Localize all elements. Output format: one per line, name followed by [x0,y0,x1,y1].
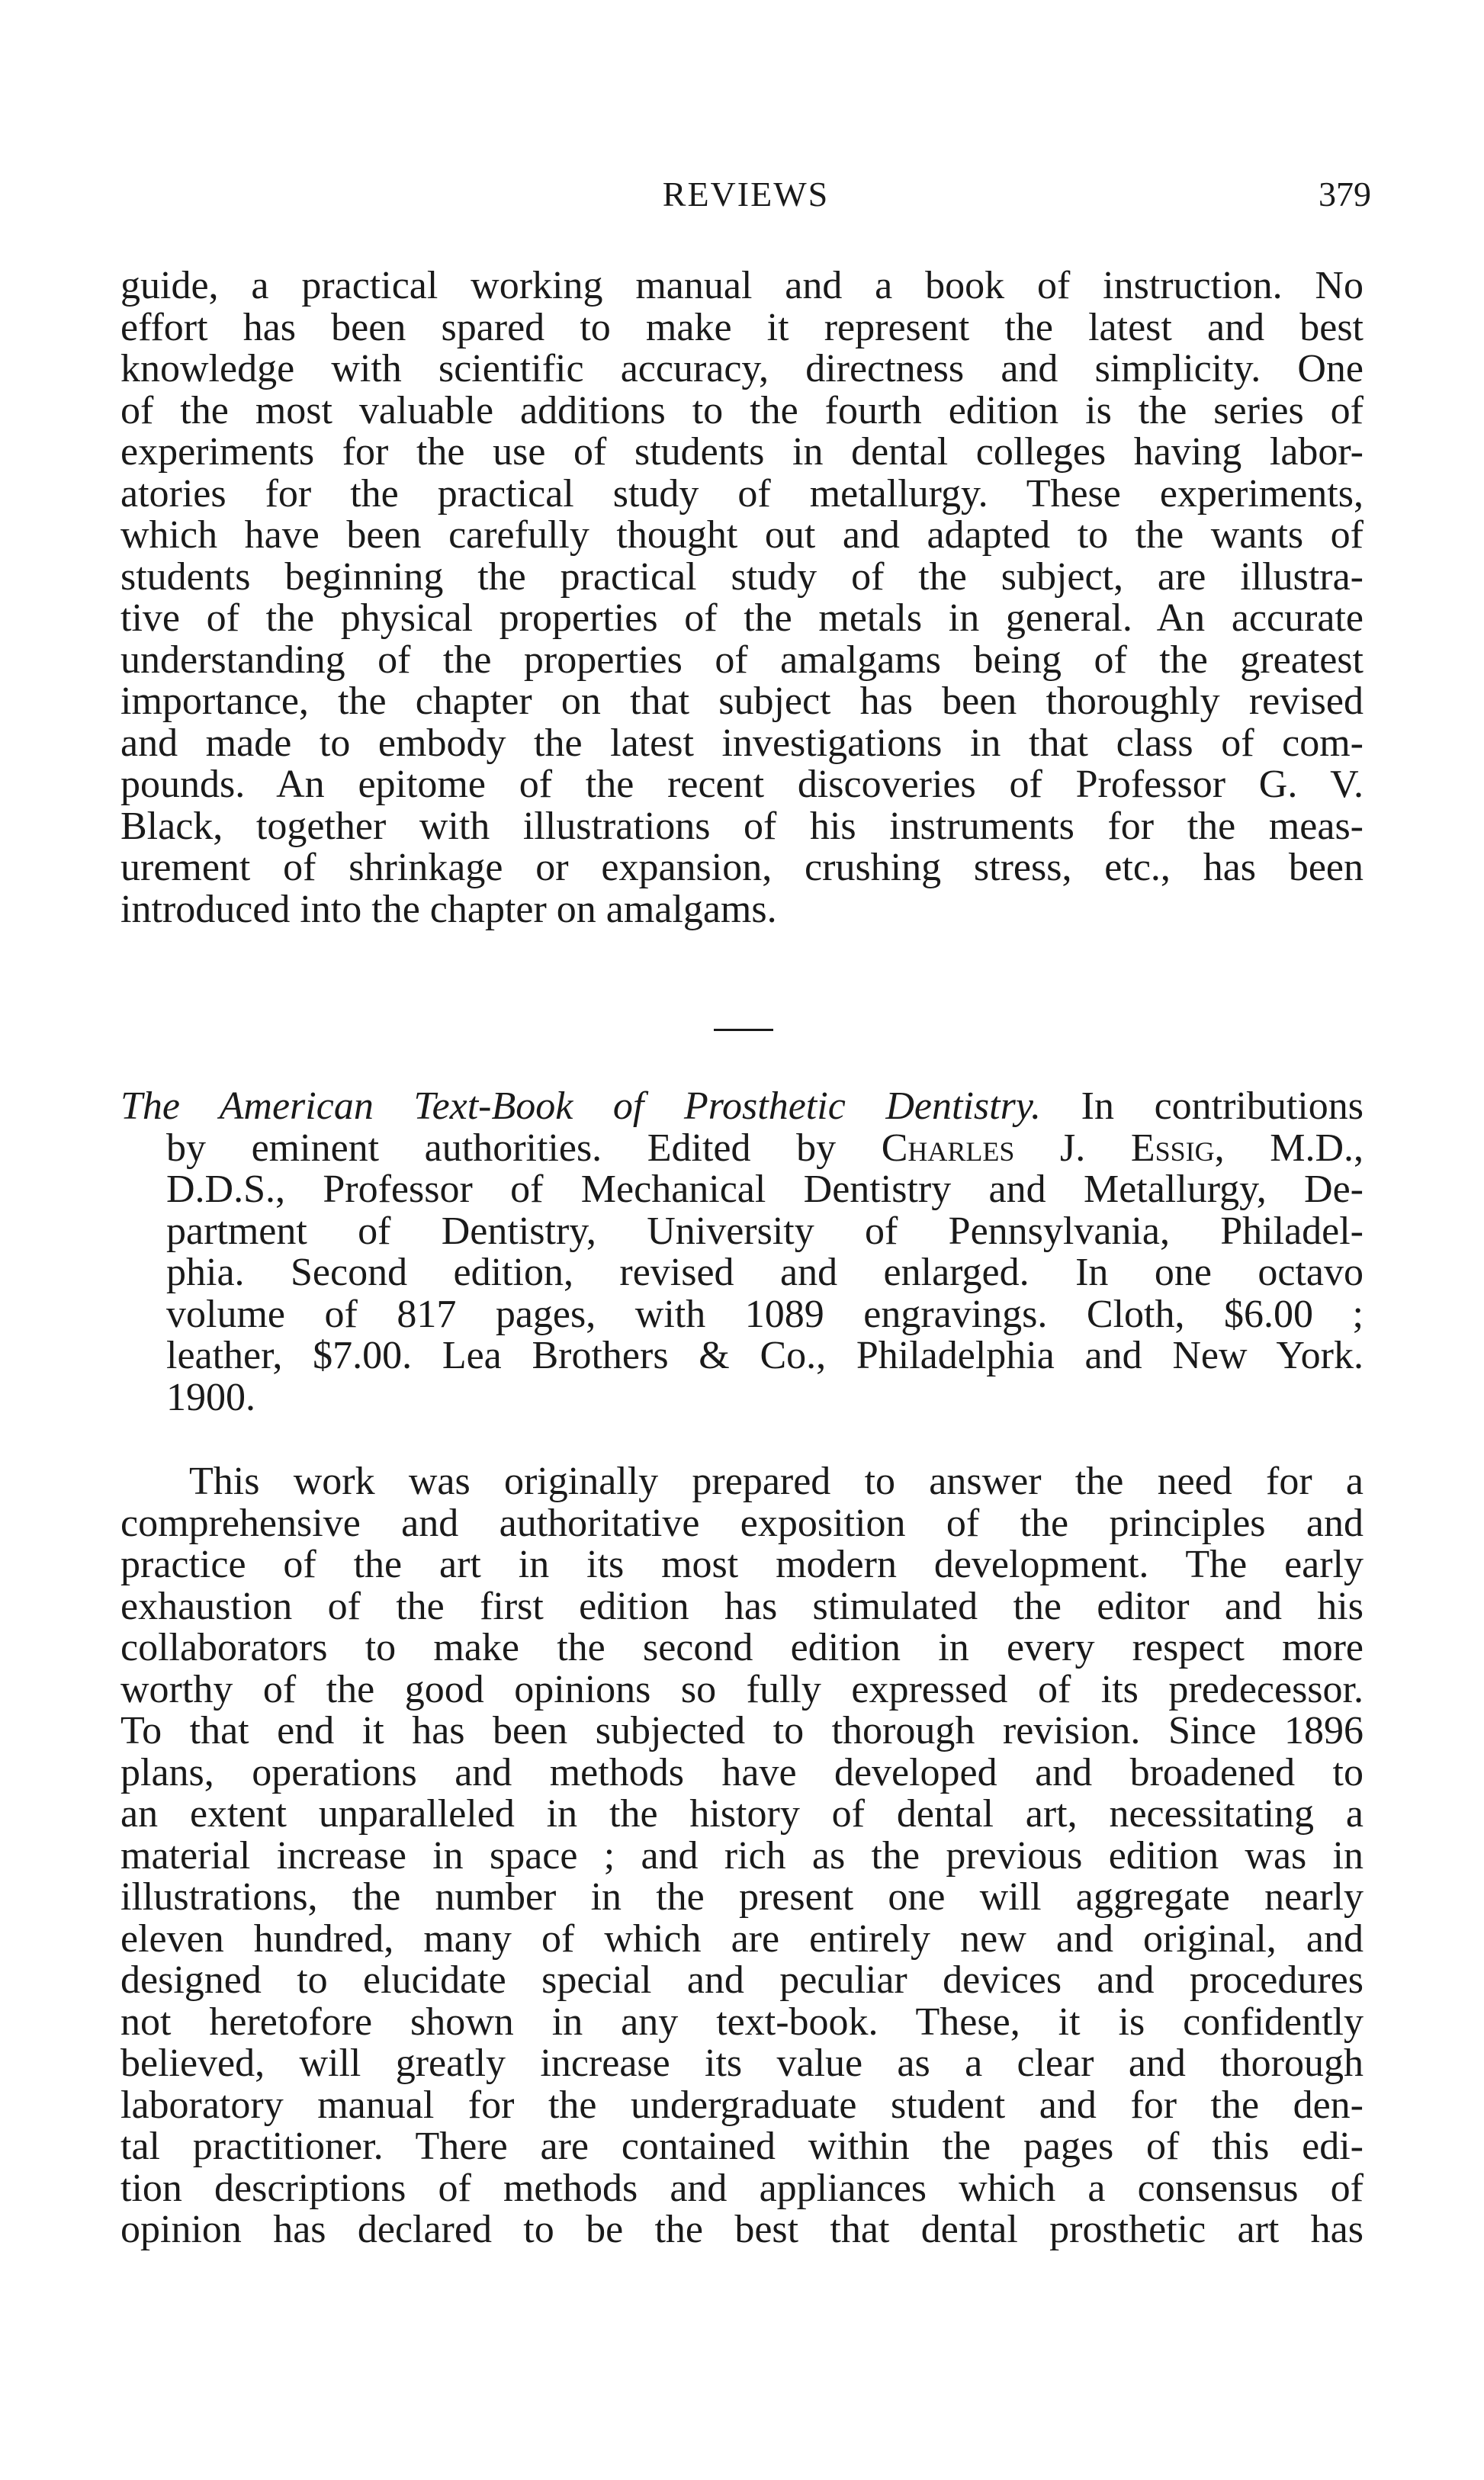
text-line: of the most valuable additions to the fourth edition is the series of [120,388,1364,432]
text-line: students beginning the practical study of the subject, are illustra- [120,554,1364,599]
entry-text: by eminent authorities. Edited by [166,1126,837,1170]
text-line: which have been carefully thought out and adapted to the wants of [120,513,1364,557]
entry-text: In contributions [1081,1084,1364,1128]
text-line: believed, will greatly increase its value as a clear and thorough [120,2042,1364,2085]
text-line: comprehensive and authoritative exposition of the principles and [120,1501,1364,1545]
page-number: 379 [1319,175,1371,214]
text-line: illustrations, the number in the present one will aggregate nearly [120,1875,1364,1919]
text-line: eleven hundred, many of which are entirely new and original, and [120,1916,1364,1961]
entry-line: partment of Dentistry, University of Pennsylvania, Philadel- [166,1209,1364,1253]
entry-line [120,1128,1364,1170]
entry-line: volume of 817 pages, with 1089 engravings. Cloth, $6.00 ; [166,1292,1364,1336]
text-line: knowledge with scientific accuracy, directness and simplicity. One [120,347,1364,390]
review-paragraph [120,1461,1364,2251]
running-title: REVIEWS [662,175,830,214]
text-line: plans, operations and methods have developed and broadened to [120,1750,1364,1794]
text-line: and made to embody the latest investigations in that class of com- [120,721,1364,765]
text-line: To that end it has been subjected to thorough revision. Since 1896 [120,1709,1364,1752]
text-line: Black, together with illustrations of his instruments for the meas- [120,804,1364,848]
section-divider [714,1029,773,1031]
running-head [120,174,1371,220]
text-line: importance, the chapter on that subject has been thoroughly revised [120,679,1364,723]
book-title: The American Text-Book of Prosthetic Dentistry. [120,1084,1042,1128]
text-line: urement of shrinkage or expansion, crushing stress, etc., has been [120,846,1364,889]
text-line: an extent unparalleled in the history of dental art, necessitating a [120,1792,1364,1836]
text-line: This work was originally prepared to answer the need for a [189,1460,1364,1503]
text-line: tal practitioner. There are contained within the pages of this edi- [120,2125,1364,2168]
text-line: designed to elucidate special and peculiar devices and procedures [120,1958,1364,2002]
text-line: exhaustion of the first edition has stimulated the editor and his [120,1584,1364,1628]
text-line: understanding of the properties of amalgams being of the greatest [120,638,1364,682]
text-line: collaborators to make the second edition in every respect more [120,1626,1364,1669]
text-line: experiments for the use of students in dental colleges having labor- [120,430,1364,474]
text-line: opinion has declared to be the best that dental prosthetic art has [120,2208,1364,2251]
book-entry [120,1086,1364,1418]
entry-line [120,1086,1364,1128]
editor-name: Charles J. Essig, [881,1126,1225,1170]
entry-line: phia. Second edition, revised and enlarged. In one octavo [166,1251,1364,1294]
entry-text: M.D., [1270,1126,1364,1170]
review-paragraph-continued [120,265,1364,930]
text-line: tion descriptions of methods and appliances which a consensus of [120,2166,1364,2210]
text-line: not heretofore shown in any text-book. These, it is confidently [120,2000,1364,2044]
entry-line: leather, $7.00. Lea Brothers & Co., Philadelphia and New York. [166,1334,1364,1377]
text-line: worthy of the good opinions so fully expressed of its predecessor. [120,1667,1364,1711]
text-line: laboratory manual for the undergraduate student and for the den- [120,2083,1364,2127]
entry-line: 1900. [166,1375,255,1419]
text-line: tive of the physical properties of the metals in general. An accurate [120,596,1364,640]
entry-line: D.D.S., Professor of Mechanical Dentistry and Metallurgy, De- [166,1168,1364,1211]
text-line: guide, a practical working manual and a book of instruction. No [120,264,1364,307]
text-line: atories for the practical study of metallurgy. These experiments, [120,471,1364,516]
text-line: pounds. An epitome of the recent discoveries of Professor G. V. [120,763,1364,806]
text-line: material increase in space ; and rich as the previous edition was in [120,1833,1364,1878]
text-line: practice of the art in its most modern development. The early [120,1543,1364,1586]
text-line: introduced into the chapter on amalgams. [120,887,777,931]
text-line: effort has been spared to make it represent the latest and best [120,305,1364,349]
